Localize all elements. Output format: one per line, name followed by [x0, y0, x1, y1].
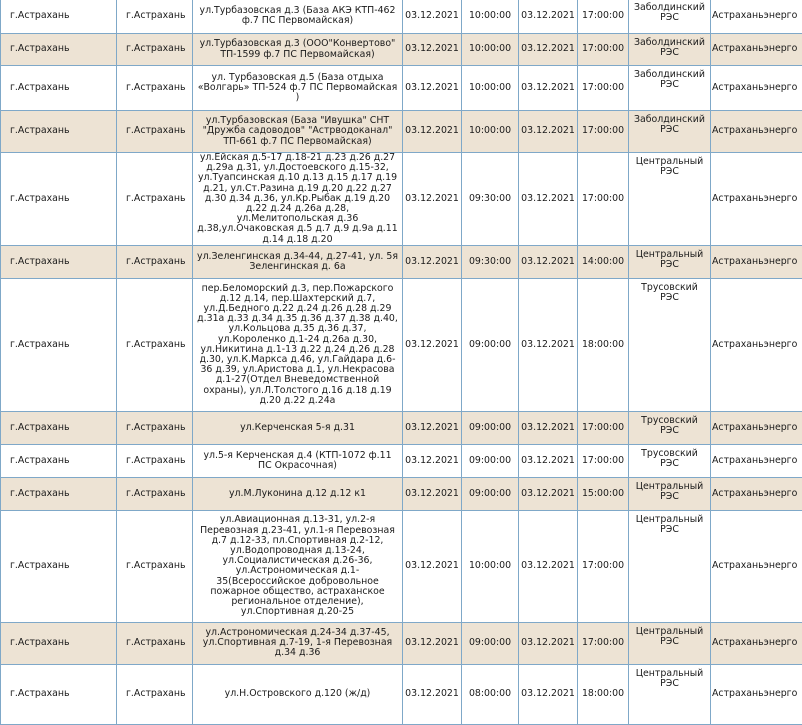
- organization-cell: Астраханьэнерго: [711, 477, 802, 510]
- date-to-cell: 03.12.2021: [519, 153, 578, 246]
- res-cell: Трусовский РЭС: [629, 278, 711, 411]
- res-cell: Центральный РЭС: [629, 245, 711, 278]
- district-cell: г.Астрахань: [1, 66, 117, 111]
- table-row: [1, 111, 802, 153]
- locality-cell: г.Астрахань: [117, 411, 193, 444]
- res-cell: Трусовский РЭС: [629, 444, 711, 477]
- date-to-cell: 03.12.2021: [519, 66, 578, 111]
- date-from-cell: 03.12.2021: [403, 278, 462, 411]
- district-cell: г.Астрахань: [1, 111, 117, 153]
- locality-cell: г.Астрахань: [117, 622, 193, 664]
- time-from-cell: 10:00:00: [462, 111, 519, 153]
- table-row: [1, 245, 802, 278]
- time-from-cell: 09:00:00: [462, 444, 519, 477]
- time-from-cell: 09:00:00: [462, 411, 519, 444]
- date-from-cell: 03.12.2021: [403, 510, 462, 622]
- res-cell: Заболдинский РЭС: [629, 66, 711, 111]
- date-to-cell: 03.12.2021: [519, 622, 578, 664]
- organization-cell: Астраханьэнерго: [711, 111, 802, 153]
- time-to-cell: 17:00:00: [578, 510, 629, 622]
- time-from-cell: 09:00:00: [462, 477, 519, 510]
- date-to-cell: 03.12.2021: [519, 34, 578, 66]
- table-row: [1, 622, 802, 664]
- organization-cell: Астраханьэнерго: [711, 510, 802, 622]
- date-from-cell: 03.12.2021: [403, 444, 462, 477]
- locality-cell: г.Астрахань: [117, 245, 193, 278]
- district-cell: г.Астрахань: [1, 245, 117, 278]
- district-cell: г.Астрахань: [1, 34, 117, 66]
- date-to-cell: 03.12.2021: [519, 0, 578, 34]
- address-cell: ул.Астрономическая д.24-34 д.37-45, ул.Спортивная д.7-19, 1-я Перевозная д.34 д.36: [193, 622, 403, 664]
- date-to-cell: 03.12.2021: [519, 411, 578, 444]
- res-cell: Заболдинский РЭС: [629, 111, 711, 153]
- time-from-cell: 09:30:00: [462, 153, 519, 246]
- organization-cell: Астраханьэнерго: [711, 66, 802, 111]
- time-from-cell: 09:00:00: [462, 278, 519, 411]
- date-to-cell: 03.12.2021: [519, 510, 578, 622]
- organization-cell: Астраханьэнерго: [711, 34, 802, 66]
- table-row: [1, 444, 802, 477]
- district-cell: г.Астрахань: [1, 477, 117, 510]
- date-to-cell: 03.12.2021: [519, 278, 578, 411]
- address-cell: ул.Ейская д.5-17 д.18-21 д.23 д.26 д.27 д.29а д.31, ул.Достоевского д.15-32, ул.Туапсинская д.10 д.13 д.15 д.17 д.19 д.21, ул.Ст.Разина д.19 д.20 д.22 д.27 д.30 д.34 д.36, ул.Кр.Рыбак д.19 д.20 д.22 д.24 д.26а д.28, ул.Мелитопольская д.36 д.38,ул.Очаковская д.5 д.7 д.9 д.9а д.11 д.14 д.18 д.20: [193, 153, 403, 246]
- time-to-cell: 18:00:00: [578, 664, 629, 724]
- time-to-cell: 18:00:00: [578, 278, 629, 411]
- organization-cell: Астраханьэнерго: [711, 245, 802, 278]
- time-to-cell: 17:00:00: [578, 66, 629, 111]
- address-cell: ул.5-я Керченская д.4 (КТП-1072 ф.11 ПС Окрасочная): [193, 444, 403, 477]
- time-to-cell: 17:00:00: [578, 111, 629, 153]
- date-to-cell: 03.12.2021: [519, 477, 578, 510]
- district-cell: г.Астрахань: [1, 664, 117, 724]
- district-cell: г.Астрахань: [1, 444, 117, 477]
- res-cell: Центральный РЭС: [629, 622, 711, 664]
- district-cell: г.Астрахань: [1, 622, 117, 664]
- organization-cell: Астраханьэнерго: [711, 0, 802, 34]
- time-from-cell: 09:30:00: [462, 245, 519, 278]
- address-cell: ул.М.Луконина д.12 д.12 к1: [193, 477, 403, 510]
- date-from-cell: 03.12.2021: [403, 153, 462, 246]
- time-from-cell: 10:00:00: [462, 66, 519, 111]
- table-row: [1, 664, 802, 724]
- organization-cell: Астраханьэнерго: [711, 278, 802, 411]
- locality-cell: г.Астрахань: [117, 477, 193, 510]
- locality-cell: г.Астрахань: [117, 510, 193, 622]
- res-cell: Центральный РЭС: [629, 153, 711, 246]
- res-cell: Центральный РЭС: [629, 477, 711, 510]
- time-from-cell: 10:00:00: [462, 0, 519, 34]
- time-from-cell: 08:00:00: [462, 664, 519, 724]
- organization-cell: Астраханьэнерго: [711, 153, 802, 246]
- table-row: [1, 510, 802, 622]
- organization-cell: Астраханьэнерго: [711, 664, 802, 724]
- address-cell: ул.Керченская 5-я д.31: [193, 411, 403, 444]
- date-from-cell: 03.12.2021: [403, 411, 462, 444]
- table-row: [1, 34, 802, 66]
- res-cell: Заболдинский РЭС: [629, 34, 711, 66]
- res-cell: Заболдинский РЭС: [629, 0, 711, 34]
- address-cell: ул. Турбазовская д.5 (База отдыха «Волгарь» ТП-524 ф.7 ПС Первомайская ): [193, 66, 403, 111]
- district-cell: г.Астрахань: [1, 510, 117, 622]
- time-from-cell: 09:00:00: [462, 622, 519, 664]
- date-to-cell: 03.12.2021: [519, 444, 578, 477]
- organization-cell: Астраханьэнерго: [711, 622, 802, 664]
- time-from-cell: 10:00:00: [462, 510, 519, 622]
- district-cell: г.Астрахань: [1, 278, 117, 411]
- locality-cell: г.Астрахань: [117, 444, 193, 477]
- table-row: [1, 153, 802, 246]
- address-cell: ул.Турбазовская д.3 (ООО"Конвертово" ТП-1599 ф.7 ПС Первомайская): [193, 34, 403, 66]
- address-cell: ул.Зеленгинская д.34-44, д.27-41, ул. 5я Зеленгинская д. 6а: [193, 245, 403, 278]
- locality-cell: г.Астрахань: [117, 34, 193, 66]
- district-cell: г.Астрахань: [1, 411, 117, 444]
- date-from-cell: 03.12.2021: [403, 0, 462, 34]
- locality-cell: г.Астрахань: [117, 0, 193, 34]
- time-to-cell: 14:00:00: [578, 245, 629, 278]
- address-cell: ул.Авиационная д.13-31, ул.2-я Перевозная д.23-41, ул.1-я Перевозная д.7 д.12-33, пл.Спортивная д.2-12, ул.Водопроводная д.13-24, ул.Социалистическая д.26-36, ул.Астрономическая д.1-35(Всероссийское добровольное пожарное общество, астраханское региональное отделение), ул.Спортивная д.20-25: [193, 510, 403, 622]
- table-row: [1, 278, 802, 411]
- locality-cell: г.Астрахань: [117, 278, 193, 411]
- date-from-cell: 03.12.2021: [403, 111, 462, 153]
- date-to-cell: 03.12.2021: [519, 245, 578, 278]
- date-from-cell: 03.12.2021: [403, 664, 462, 724]
- time-from-cell: 10:00:00: [462, 34, 519, 66]
- time-to-cell: 17:00:00: [578, 0, 629, 34]
- locality-cell: г.Астрахань: [117, 66, 193, 111]
- time-to-cell: 15:00:00: [578, 477, 629, 510]
- district-cell: г.Астрахань: [1, 153, 117, 246]
- organization-cell: Астраханьэнерго: [711, 411, 802, 444]
- address-cell: пер.Беломорский д.3, пер.Пожарского д.12 д.14, пер.Шахтерский д.7, ул.Д.Бедного д.22 д.24 д.26 д.28 д.29 д.31а д.33 д.34 д.35 д.36 д.37 д.38 д.40, ул.Кольцова д.35 д.36 д.37, ул.Короленко д.1-24 д.26а д.30, ул.Никитина д.1-13 д.22 д.24 д.26 д.28 д.30, ул.К.Маркса д.46, ул.Гайдара д.6-36 д.39, ул.Аристова д.1, ул.Некрасова д.1-27(Отдел Вневедомственной охраны), ул.Л.Толстого д.16 д.18 д.19 д.20 д.22 д.24а: [193, 278, 403, 411]
- res-cell: Центральный РЭС: [629, 664, 711, 724]
- locality-cell: г.Астрахань: [117, 153, 193, 246]
- date-to-cell: 03.12.2021: [519, 111, 578, 153]
- district-cell: г.Астрахань: [1, 0, 117, 34]
- time-to-cell: 17:00:00: [578, 153, 629, 246]
- address-cell: ул.Турбазовская д.3 (База АКЭ КТП-462 ф.7 ПС Первомайская): [193, 0, 403, 34]
- table-row: [1, 66, 802, 111]
- date-to-cell: 03.12.2021: [519, 664, 578, 724]
- date-from-cell: 03.12.2021: [403, 477, 462, 510]
- table-body: [1, 0, 802, 724]
- time-to-cell: 17:00:00: [578, 622, 629, 664]
- res-cell: Центральный РЭС: [629, 510, 711, 622]
- res-cell: Трусовский РЭС: [629, 411, 711, 444]
- date-from-cell: 03.12.2021: [403, 66, 462, 111]
- date-from-cell: 03.12.2021: [403, 34, 462, 66]
- address-cell: ул.Н.Островского д.120 (ж/д): [193, 664, 403, 724]
- table-row: [1, 477, 802, 510]
- date-from-cell: 03.12.2021: [403, 245, 462, 278]
- time-to-cell: 17:00:00: [578, 34, 629, 66]
- address-cell: ул.Турбазовская (База "Ивушка" СНТ "Дружба садоводов" "Астрводоканал" ТП-661 ф.7 ПС Первомайская): [193, 111, 403, 153]
- table-row: [1, 411, 802, 444]
- time-to-cell: 17:00:00: [578, 444, 629, 477]
- table-row: [1, 0, 802, 34]
- organization-cell: Астраханьэнерго: [711, 444, 802, 477]
- locality-cell: г.Астрахань: [117, 664, 193, 724]
- locality-cell: г.Астрахань: [117, 111, 193, 153]
- date-from-cell: 03.12.2021: [403, 622, 462, 664]
- time-to-cell: 17:00:00: [578, 411, 629, 444]
